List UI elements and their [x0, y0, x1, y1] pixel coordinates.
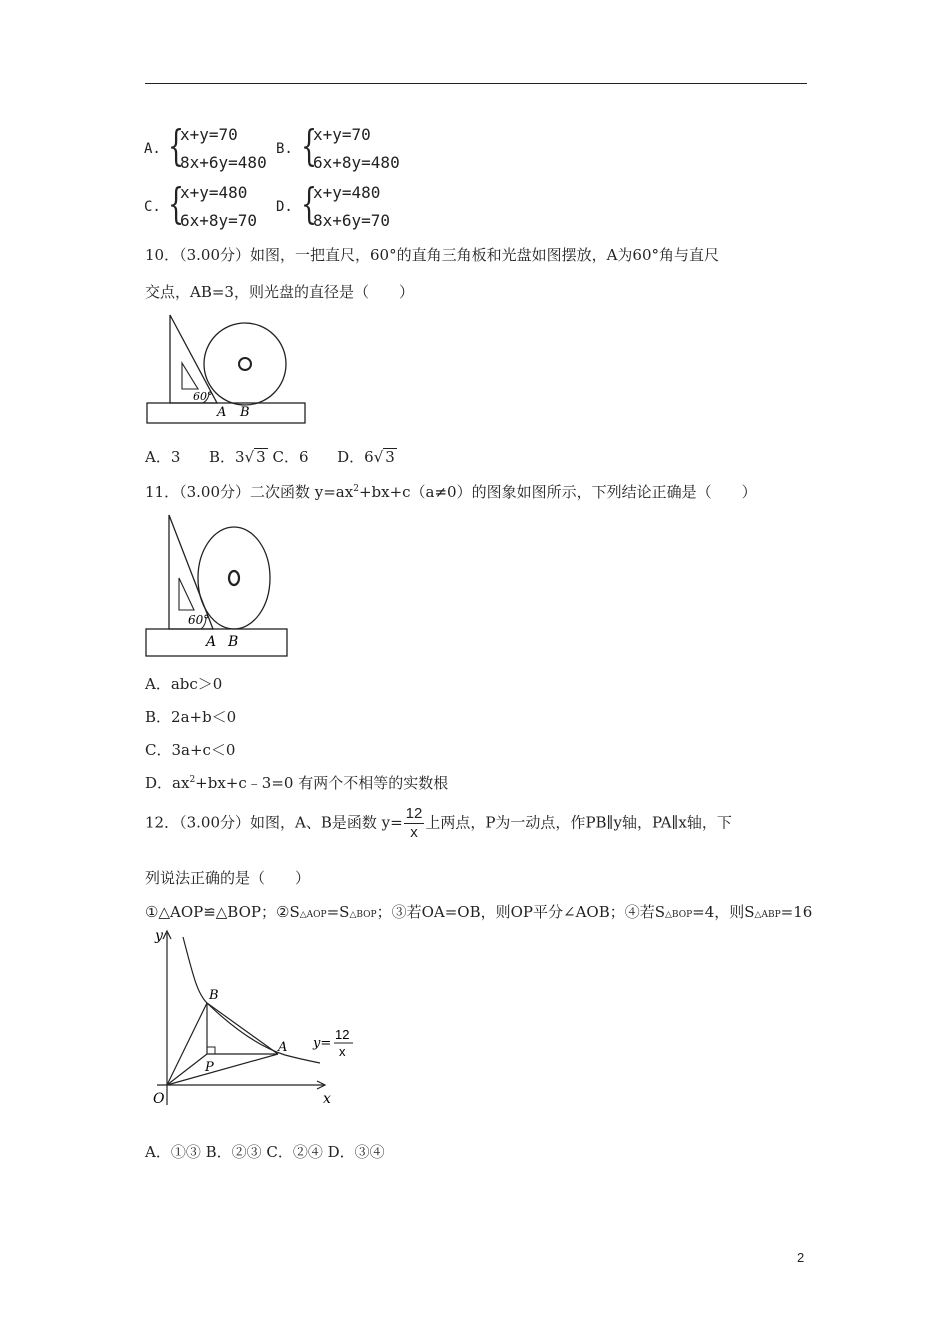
q10-option-b-radicand: 3 [256, 448, 266, 466]
q12-stem-line1 [145, 805, 732, 842]
disc-hole [239, 358, 251, 370]
segment-op [167, 1054, 207, 1085]
equation: 8x+6y=70 [313, 211, 391, 230]
q12-stem-line2: 列说法正确的是（ ） [145, 869, 311, 887]
set-square-inner [182, 363, 198, 389]
header-rule [145, 83, 807, 84]
q9-option-c-system [180, 179, 257, 235]
function-label: y= [313, 1036, 332, 1051]
q12-options: A．①③ B．②③ C．②④ D．③④ [145, 1143, 385, 1161]
page-number: 2 [797, 1250, 805, 1265]
q11-figure [145, 512, 293, 660]
q12-figure [145, 925, 365, 1115]
brace-icon: { [301, 179, 318, 228]
q10-option-b: B．3 [209, 448, 245, 466]
sqrt-icon: √ [244, 448, 255, 466]
subscript: △ABP [754, 910, 781, 920]
statement-text: =S [326, 903, 350, 921]
equation: x+y=70 [313, 125, 371, 144]
function-numerator: 12 [335, 1027, 350, 1042]
y-axis-label: y [155, 928, 163, 944]
q11-stem-text: +bx+c（a≠0）的图象如图所示，下列结论正确是（ ） [358, 483, 757, 501]
brace-icon: { [301, 121, 318, 170]
q11-stem-text: 11．（3.00分）二次函数 y=ax [145, 483, 354, 501]
q9-option-b-system [313, 121, 400, 177]
q10-stem-line2: 交点，AB=3，则光盘的直径是（ ） [145, 283, 414, 301]
q10-options [145, 446, 397, 467]
angle-label: 60° [188, 613, 210, 627]
q9-option-d-system [313, 179, 390, 235]
equation: 8x+6y=480 [180, 153, 267, 172]
origin-label: O [153, 1091, 165, 1107]
q11-option-c: C．3a+c＜0 [145, 741, 236, 759]
brace-icon: { [168, 179, 185, 228]
q10-option-d-radicand: 3 [385, 448, 395, 466]
q11-option-b: B．2a+b＜0 [145, 708, 237, 726]
point-b-label: B [228, 634, 239, 650]
q11-stem [145, 481, 757, 502]
disc-outer [204, 323, 286, 405]
q12-stem-text: 12．（3.00分）如图，A、B是函数 y= [145, 813, 403, 832]
statement-text: =16 [780, 903, 813, 921]
segment-ob [167, 1003, 207, 1085]
q10-stem-line1: 10．（3.00分）如图，一把直尺，60°的直角三角板和光盘如图摆放，A为60°角与直尺 [145, 246, 719, 264]
fraction [404, 805, 425, 842]
ruler [146, 629, 287, 656]
subscript: △AOP [299, 910, 327, 920]
q11-option-d-text: D．ax [145, 774, 190, 792]
equation: x+y=70 [180, 125, 238, 144]
statement-text: ；③若OA=OB，则OP平分∠AOB；④若S [376, 903, 666, 921]
statement-text: ①△AOP≌△BOP；②S [145, 903, 300, 921]
statement-text: =4，则S [692, 903, 755, 921]
brace-icon: { [168, 121, 185, 170]
point-a-label: A [206, 634, 217, 650]
hyperbola-curve [183, 937, 320, 1063]
fraction-numerator: 12 [405, 805, 423, 822]
q9-option-a-system [180, 121, 267, 177]
q9-option-a-label: A. [144, 141, 161, 157]
q10-option-a: A．3 [145, 448, 181, 466]
equation: x+y=480 [180, 183, 248, 202]
point-b-label: B [209, 988, 219, 1003]
q9-option-b-label: B. [276, 141, 293, 157]
angle-label: 60° [193, 390, 213, 403]
point-a-label: A [278, 1040, 288, 1055]
function-denominator: x [339, 1044, 346, 1059]
equation: 6x+8y=70 [180, 211, 258, 230]
sqrt-icon: √ [373, 448, 384, 466]
q11-option-d [145, 772, 448, 793]
point-p-label: P [205, 1060, 214, 1075]
q10-figure [145, 312, 310, 427]
right-angle-mark-icon [207, 1047, 215, 1054]
q11-option-a: A．abc＞0 [145, 675, 223, 693]
superscript: 2 [353, 484, 359, 494]
q10-option-d: D．6 [337, 448, 374, 466]
superscript: 2 [189, 775, 196, 785]
segment-oa [167, 1054, 278, 1085]
set-square-inner [179, 578, 194, 610]
subscript: △BOP [665, 910, 693, 920]
disc-hole [229, 571, 239, 585]
point-b-label: B [240, 405, 250, 420]
fraction-denominator: x [410, 824, 418, 841]
x-axis-label: x [323, 1091, 331, 1107]
q10-option-c: C．6 [272, 448, 309, 466]
q9-option-c-label: C. [144, 199, 161, 215]
point-a-label: A [217, 405, 227, 420]
q12-stem-text: 上两点，P为一动点，作PB∥y轴，PA∥x轴，下 [425, 813, 732, 832]
subscript: △BOP [349, 910, 377, 920]
q12-statements [145, 901, 812, 922]
q9-option-d-label: D. [276, 199, 293, 215]
segment-ab [207, 1003, 278, 1054]
q11-option-d-text: +bx+c﹣3=0 有两个不相等的实数根 [195, 774, 449, 792]
equation: 6x+8y=480 [313, 153, 400, 172]
equation: x+y=480 [313, 183, 381, 202]
